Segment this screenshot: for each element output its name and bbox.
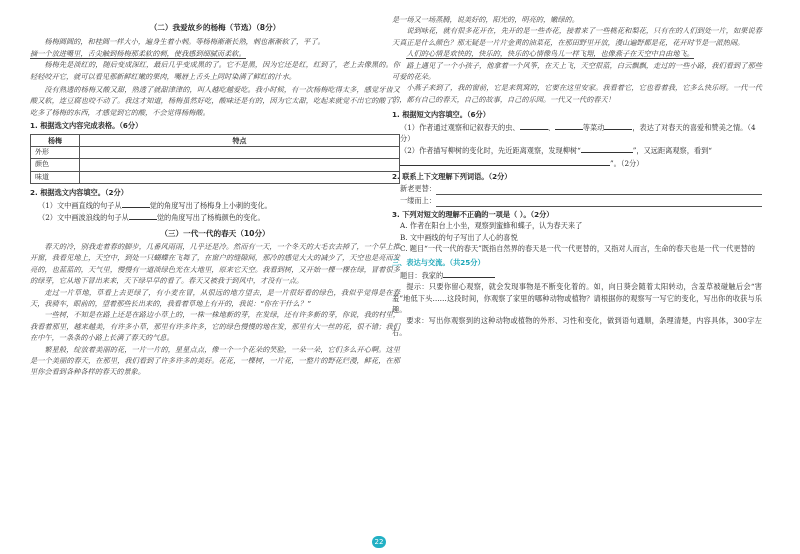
table-answer-cell[interactable]	[80, 147, 400, 159]
r-question-2b: 一缕而上：	[392, 195, 762, 207]
section-title-2: （三）一代一代的春天（10分）	[160, 228, 270, 238]
right-column	[392, 0, 762, 338]
table-row-label: 味道	[31, 171, 80, 183]
table-row-label: 颜色	[31, 159, 80, 171]
passage1-para-2: 杨梅先是淡红的，随后变成深红，最后几乎变成黑的了。它不是黑，因为它还是红，红到了，老上去像黑的。你轻轻咬开它，就可以看见那新鲜红嫩的果肉，嘴唇上舌头上同时染满了鲜红的汁水。	[30, 60, 400, 81]
essay-topic: 题目：我家的	[392, 269, 762, 281]
passage2-para-3: 一些树，不知是在路上还是在路边小草上的，一株一株地新的芽，在发绿，还有许多新的芽，你说，我的村里，我看着那里，越来越美，有许多小草，那里有许多许多，它的绿色慢慢的地在发，那里有大一丝的花，很不错；我们在中午，一条条的小路上长满了春天的气息。	[30, 310, 400, 343]
passage2-cont-2: 说到咏花，就有很多花开在，先开的是一些杏花，接着来了一些桃花和梨花，只有在的人们到处一片，如果说春天真正是什么颜色？那无疑是一片片金黄的油菜花，在那田野里开放，漫山遍野都是花，花开时节是一派热闹。	[392, 26, 762, 47]
page-number-badge: 22	[372, 536, 386, 548]
option-c[interactable]: C. 题目“一代一代的春天”既指自然界的春天是一代一代更替的，又指对人而言，生命的春天也是一代一代更替的	[400, 243, 755, 253]
passage1-para-1b: 摘一个放进嘴里，舌尖触到杨梅那柔软的刺，使我感到细腻而柔软。	[30, 48, 246, 58]
question-2a: （1）文中画直线的句子从 觉的角度写出了杨梅身上小刺的变化。	[38, 200, 272, 210]
r-question-1a: （1）作者通过观察和记叙春天的虫、 、 等菜动 ，表达了对春天的喜爱和赞美之情。（4分）	[400, 122, 756, 144]
passage1-para-1: 杨梅圆圆的，和桂圆一样大小，遍身生着小刺。等杨梅渐渐长熟，刺也渐渐软了，平了。	[44, 37, 325, 47]
answer-line[interactable]	[436, 183, 762, 195]
passage2-para-1: 春天的冷，别我走着春的脚步，几番风雨雨，几乎还是冷。然而有一天，一个冬天的大毛衣去掉了，一个早上推开窗，我看见地上，天空中，到处一只蝴蝶在飞舞了，在窗户的缝隙间，那冷的感觉大大的减少了，天空也是亮而发亮的，也蓝蓝的，天气里，慢慢有一道淡绿色光在大地里，原来它天空。我看到树，又开始一棵一棵在绿，冒着很多的绿芽，它从地下冒出来来，天下绿早早的看了。春天又被我于到风中，才没有一点。	[30, 241, 400, 286]
passage2-cont-3: 人们的心情是欢快的，快乐的，快乐的心情像鸟儿一样飞翔，也像燕子在天空中自由地飞。	[406, 49, 694, 59]
feature-table	[30, 134, 400, 185]
r-question-2-label: 2. 联系上下文理解下列词语。（2分）	[392, 172, 512, 182]
left-column	[30, 0, 400, 378]
passage2-cont-1: 是一场又一场蒸腾，说美好的，阳光的，明亮的，嫩绿的。	[392, 15, 579, 24]
answer-blank[interactable]	[555, 121, 583, 130]
passage2-para-2: 走过一片草地，草看上去更绿了，有小麦在冒，从很远的地方望去，是一片很好看的绿色，我似乎觉得是在春天，我骑车，眼前的，望着那些长出来的，我看着草地上有开的，我说：“你在干什么？”	[30, 287, 400, 308]
r-question-2a: 新老更替：	[392, 183, 762, 195]
table-answer-cell[interactable]	[80, 171, 400, 183]
question-1-label: 1. 根据选文内容完成表格。（6分）	[30, 121, 143, 131]
answer-line[interactable]	[436, 195, 762, 207]
answer-blank[interactable]	[129, 211, 157, 220]
answer-blank[interactable]	[122, 199, 150, 208]
essay-requirement: 要求：写出你观察到的这种动物或植物的外形、习性和变化，做到语句通顺，条理清楚，内容具体，300字左右。	[392, 316, 762, 337]
topic-blank[interactable]	[443, 269, 495, 278]
table-head-yangmei: 杨梅	[31, 134, 80, 146]
passage2-para-4: 繁星般，绽放着美丽的花，一片一片的，星星点点，像一个一个花朵的笑脸，一朵一朵，它们多么开心啊。这里是一个美丽的春天，在那里，我们看到了许多许多的美好。花花，一棵树，一片花，一整片的野花烂漫，鲜花，在那里你会看到各种各样的春天的景象。	[30, 344, 400, 377]
essay-hint: 提示：只要你留心观察，就会发现事物是不断变化着的。如，向日葵会随着太阳转动，含羞草被碰触后会“害羞”地低下头……这段时间，你观察了家里的哪种动物或植物？请根据你的观察写一写它的变化，写出你的收获与乐趣。	[392, 282, 762, 314]
option-a[interactable]: A. 作者在阳台上小坐，观察到蜜蜂和蝶子，认为春天来了	[400, 221, 583, 231]
passage2-cont-4: 路上遇见了一个小孩子，他拿着一个风筝，在天上飞，天空很蓝，白云飘飘，走过的一些小路，我们看到了那些可爱的花朵。	[392, 60, 762, 82]
r-question-1-label: 1. 根据短文内容填空。（6分）	[392, 110, 490, 120]
question-2b: （2）文中画波浪线的句子从 觉的角度写出了杨梅颜色的变化。	[38, 213, 265, 223]
answer-blank[interactable]	[604, 121, 632, 130]
passage1-para-3: 没有熟透的杨梅又酸又甜，熟透了就甜津津的，叫人越吃越爱吃。我小时候，有一次杨梅吃得太多，感觉牙齿又酸又软，连豆腐也咬不动了。我这才知道，杨梅虽然好吃，酸味还是有的，因为它太甜，吃起来就觉不出它的酸了。吃多了杨梅的东西，才感觉到它的酸，不会觉得杨梅酸。	[30, 85, 400, 117]
section-title-1: （二）我爱故乡的杨梅（节选）（8分）	[149, 23, 281, 32]
option-b[interactable]: B. 文中画线的句子写出了人心的喜悦	[400, 232, 518, 242]
answer-blank[interactable]	[400, 157, 610, 166]
passage2-cont-5: 小燕子来到了，我的窗前，它是来筑窝的，它要在这里安家。我看着它，它也看着我，它多么快乐呀。一代一代的，都有自己的春天，自己的故事，自己的乐园。一代又一代的春天！	[392, 83, 762, 104]
section-3-title: 三、表达与交流。（共25分）	[392, 258, 485, 268]
question-2-label: 2. 根据选文内容填空。（2分）	[30, 188, 128, 198]
r-question-3-label: 3. 下列对短文的理解不正确的一项是（ ）。（2分）	[392, 209, 554, 219]
r-question-1b: （2）作者描写柳树的变化时，先近距离观察，发现柳树“ ”，又远距离观察，看到“ ”。（2分）	[400, 146, 712, 168]
table-row-label: 外形	[31, 147, 80, 159]
table-head-feature: 特点	[80, 134, 400, 146]
table-answer-cell[interactable]	[80, 159, 400, 171]
answer-blank[interactable]	[520, 121, 548, 130]
answer-blank[interactable]	[581, 144, 633, 153]
